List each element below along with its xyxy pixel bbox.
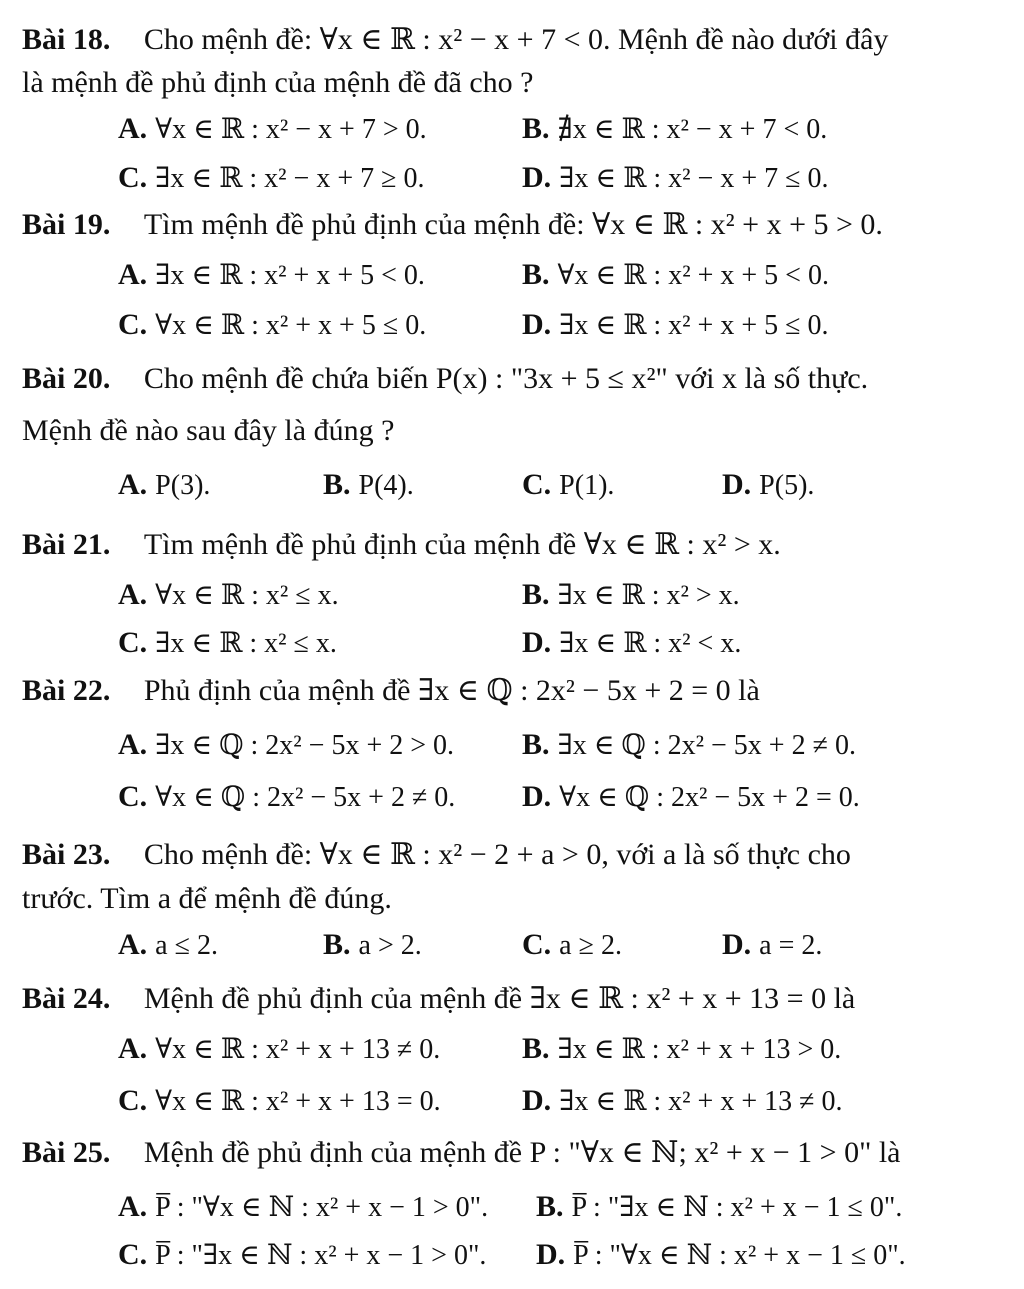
problem-text: Cho mệnh đề: ∀x ∈ ℝ : x² − x + 7 < 0. Mệnh đề nào dưới đây — [143, 23, 889, 56]
option-22-c: C. ∀x ∈ ℚ : 2x² − 5x + 2 ≠ 0. — [118, 780, 456, 813]
problem-label: Bài 24. — [22, 982, 111, 1015]
option-18-a: A. ∀x ∈ ℝ : x² − x + 7 > 0. — [118, 112, 427, 145]
option-24-d: D. ∃x ∈ ℝ : x² + x + 13 ≠ 0. — [522, 1084, 843, 1117]
problem-text: Tìm mệnh đề phủ định của mệnh đề: ∀x ∈ ℝ : x² + x + 5 > 0. — [143, 208, 883, 241]
problem-label: Bài 18. — [22, 23, 111, 56]
problem-22-line-1 — [22, 676, 760, 706]
problem-label: Bài 21. — [22, 528, 111, 561]
option-23-c: C. a ≥ 2. — [522, 928, 622, 961]
option-22-a: A. ∃x ∈ ℚ : 2x² − 5x + 2 > 0. — [118, 728, 455, 761]
option-24-b: B. ∃x ∈ ℝ : x² + x + 13 > 0. — [522, 1032, 842, 1065]
problem-24-line-1 — [22, 984, 855, 1014]
problem-25-line-1 — [22, 1138, 900, 1168]
option-19-c: C. ∀x ∈ ℝ : x² + x + 5 ≤ 0. — [118, 308, 427, 341]
option-19-d: D. ∃x ∈ ℝ : x² + x + 5 ≤ 0. — [522, 308, 829, 341]
option-25-b: B. P̅ : "∃x ∈ ℕ : x² + x − 1 ≤ 0". — [536, 1190, 903, 1223]
option-25-c: C. P̅ : "∃x ∈ ℕ : x² + x − 1 > 0". — [118, 1238, 487, 1271]
option-19-b: B. ∀x ∈ ℝ : x² + x + 5 < 0. — [522, 258, 829, 291]
option-20-d: D. P(5). — [722, 468, 815, 501]
option-19-a: A. ∃x ∈ ℝ : x² + x + 5 < 0. — [118, 258, 425, 291]
problem-18-line-1 — [22, 25, 888, 55]
problem-label: Bài 23. — [22, 838, 111, 871]
problem-label: Bài 22. — [22, 674, 111, 707]
problem-23-line-2: trước. Tìm a để mệnh đề đúng. — [22, 882, 392, 915]
option-21-b: B. ∃x ∈ ℝ : x² > x. — [522, 578, 740, 611]
option-18-b: B. ∄x ∈ ℝ : x² − x + 7 < 0. — [522, 112, 828, 145]
option-20-c: C. P(1). — [522, 468, 615, 501]
problem-text: Cho mệnh đề: ∀x ∈ ℝ : x² − 2 + a > 0, với a là số thực cho — [143, 838, 851, 871]
option-22-b: B. ∃x ∈ ℚ : 2x² − 5x + 2 ≠ 0. — [522, 728, 856, 761]
problem-text: Cho mệnh đề chứa biến P(x) : "3x + 5 ≤ x²" với x là số thực. — [143, 362, 869, 395]
option-21-c: C. ∃x ∈ ℝ : x² ≤ x. — [118, 626, 337, 659]
option-24-c: C. ∀x ∈ ℝ : x² + x + 13 = 0. — [118, 1084, 441, 1117]
problem-text: Mệnh đề phủ định của mệnh đề ∃x ∈ ℝ : x² + x + 13 = 0 là — [143, 982, 856, 1015]
option-18-d: D. ∃x ∈ ℝ : x² − x + 7 ≤ 0. — [522, 161, 829, 194]
option-25-d: D. P̅ : "∀x ∈ ℕ : x² + x − 1 ≤ 0". — [536, 1238, 906, 1271]
option-24-a: A. ∀x ∈ ℝ : x² + x + 13 ≠ 0. — [118, 1032, 441, 1065]
problem-20-line-2: Mệnh đề nào sau đây là đúng ? — [22, 414, 395, 447]
problem-label: Bài 19. — [22, 208, 111, 241]
option-23-d: D. a = 2. — [722, 928, 823, 961]
problem-label: Bài 20. — [22, 362, 111, 395]
problem-18-line-2: là mệnh đề phủ định của mệnh đề đã cho ? — [22, 66, 534, 99]
option-18-c: C. ∃x ∈ ℝ : x² − x + 7 ≥ 0. — [118, 161, 425, 194]
option-21-d: D. ∃x ∈ ℝ : x² < x. — [522, 626, 742, 659]
option-21-a: A. ∀x ∈ ℝ : x² ≤ x. — [118, 578, 339, 611]
option-20-a: A. P(3). — [118, 468, 211, 501]
problem-20-line-1 — [22, 364, 868, 394]
problem-text: Tìm mệnh đề phủ định của mệnh đề ∀x ∈ ℝ : x² > x. — [143, 528, 781, 561]
problem-21-line-1 — [22, 530, 781, 560]
option-25-a: A. P̅ : "∀x ∈ ℕ : x² + x − 1 > 0". — [118, 1190, 489, 1223]
problem-text: Mệnh đề phủ định của mệnh đề P : "∀x ∈ ℕ; x² + x − 1 > 0" là — [143, 1136, 901, 1169]
option-23-b: B. a > 2. — [323, 928, 422, 961]
problem-23-line-1 — [22, 840, 851, 870]
problem-text: Phủ định của mệnh đề ∃x ∈ ℚ : 2x² − 5x + 2 = 0 là — [143, 674, 760, 707]
option-23-a: A. a ≤ 2. — [118, 928, 218, 961]
option-22-d: D. ∀x ∈ ℚ : 2x² − 5x + 2 = 0. — [522, 780, 860, 813]
problem-19-line-1 — [22, 210, 883, 240]
problem-label: Bài 25. — [22, 1136, 111, 1169]
option-20-b: B. P(4). — [323, 468, 414, 501]
